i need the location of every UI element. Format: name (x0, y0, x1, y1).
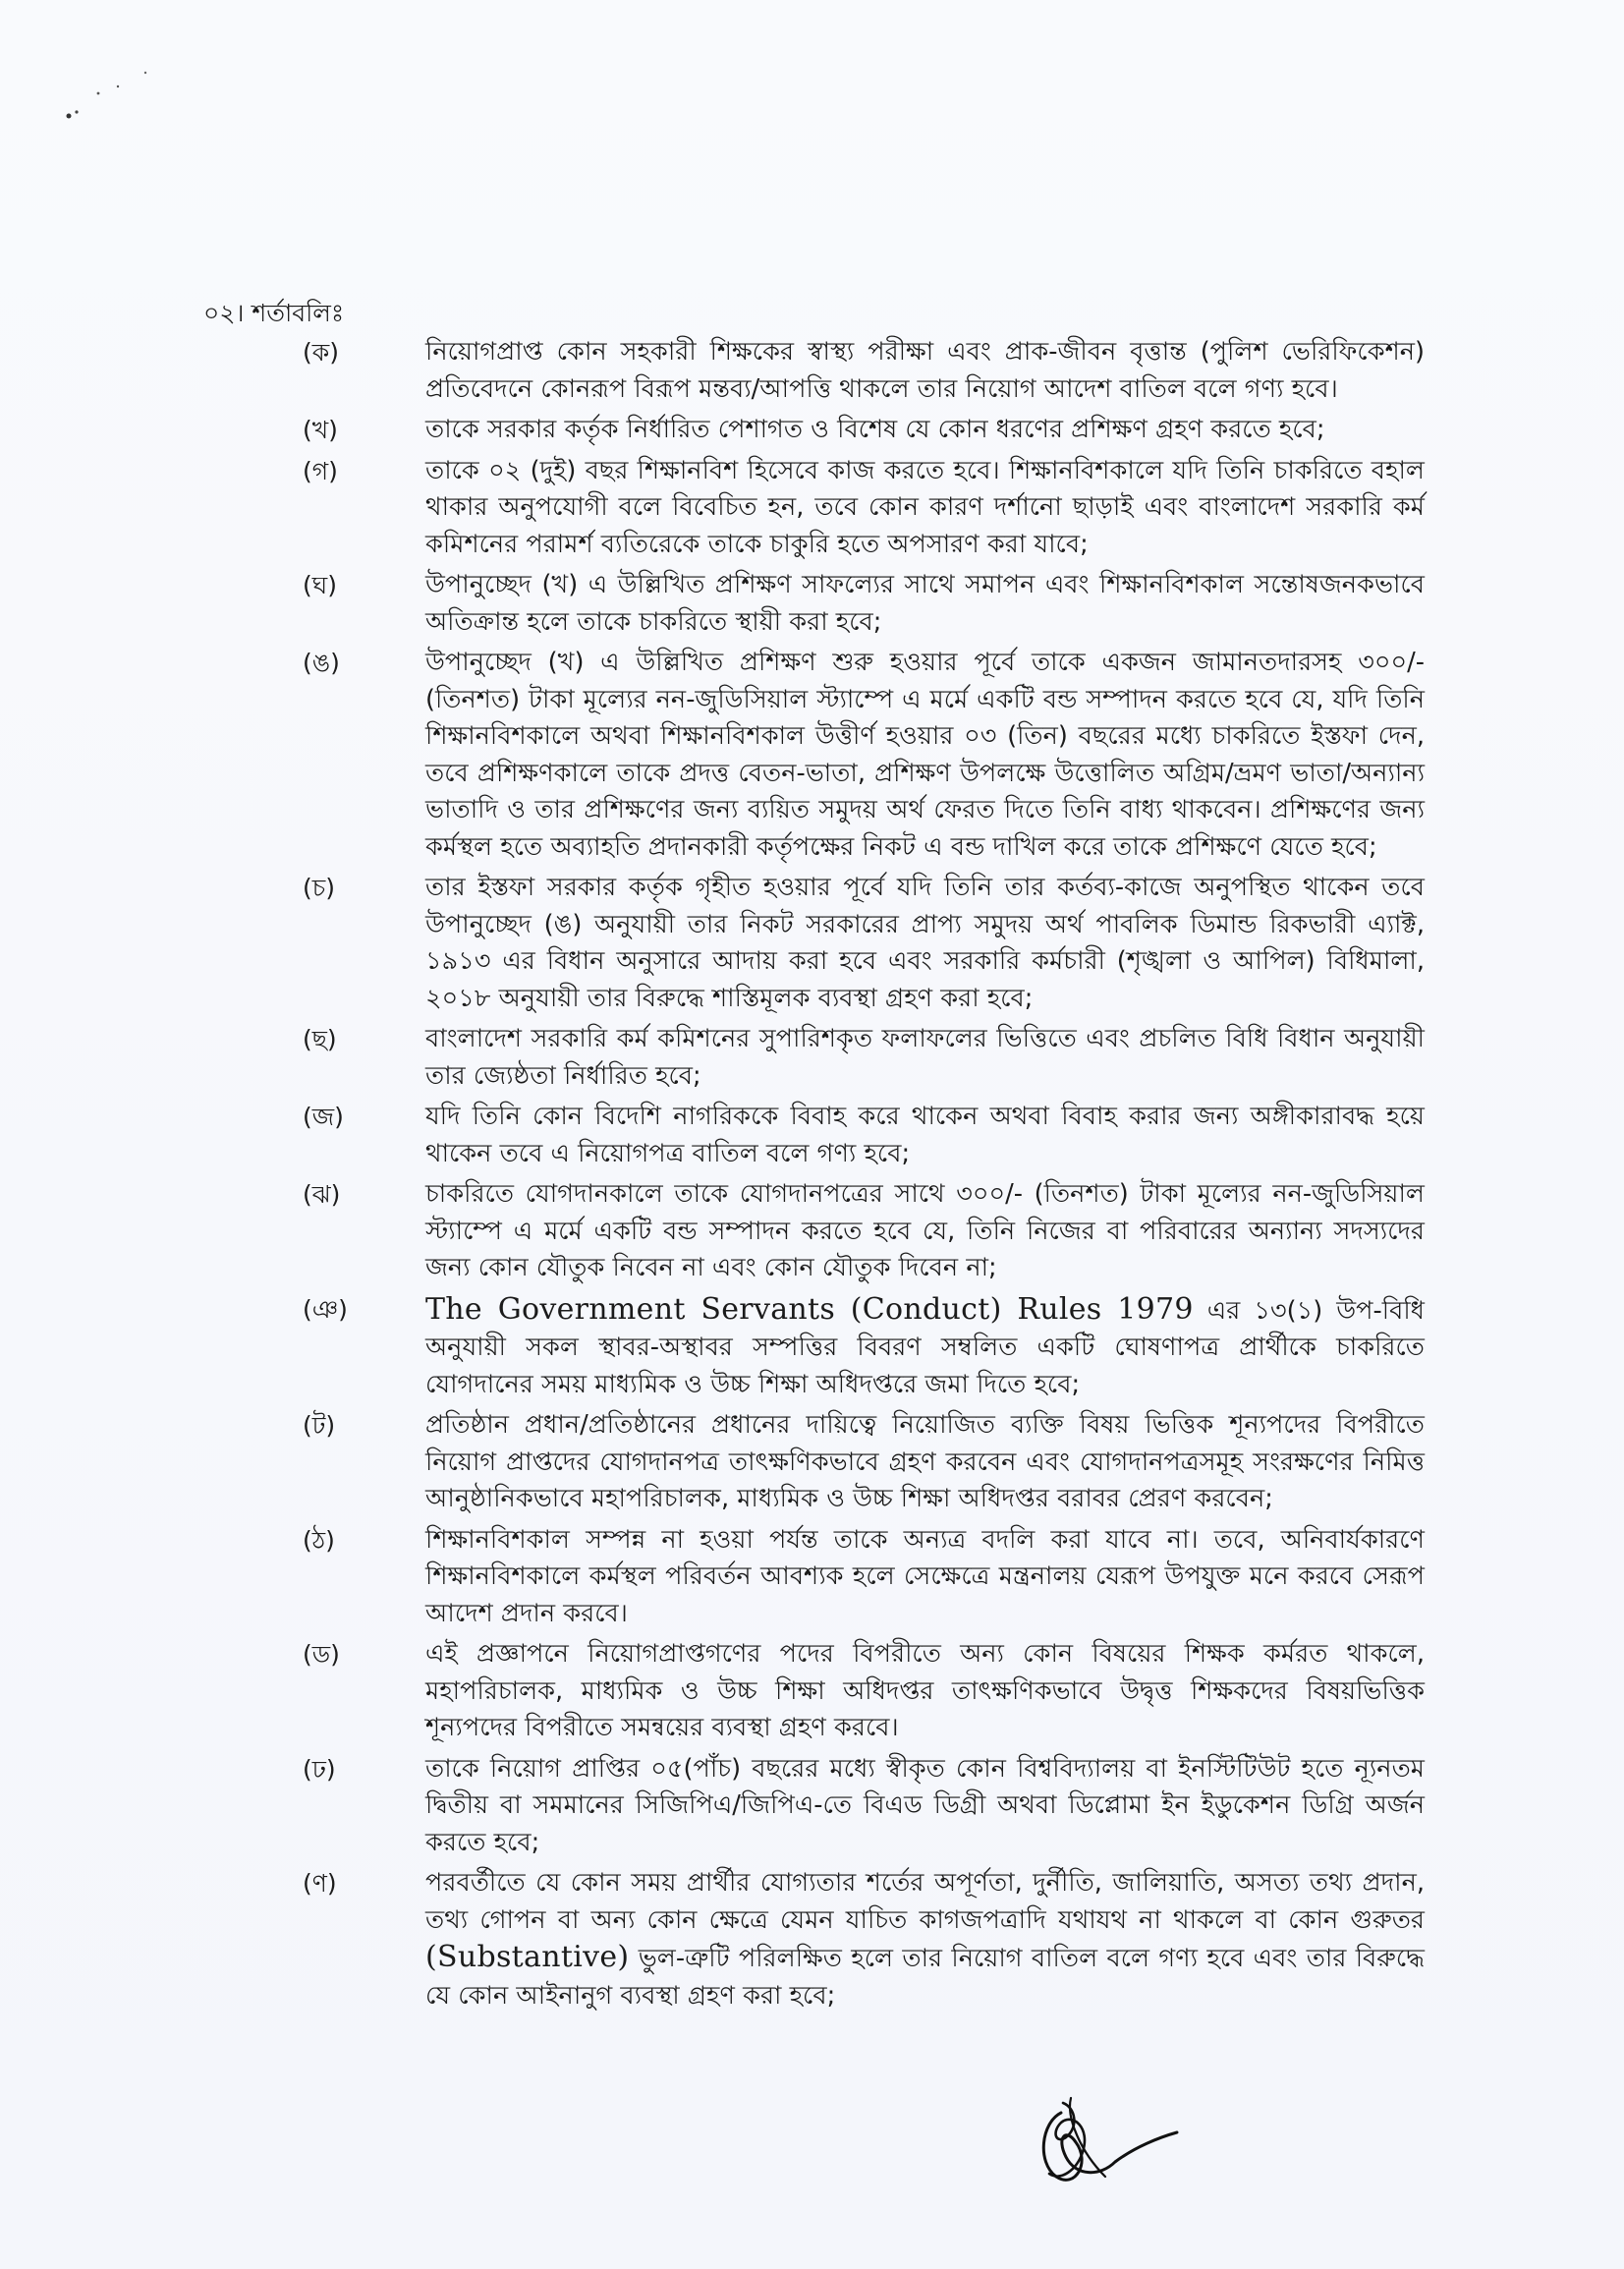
clause-tha (295, 1522, 1425, 1633)
clause-gha (295, 567, 1425, 641)
clause-da (295, 1636, 1425, 1747)
clause-label: (ক) (303, 338, 339, 367)
clause-text: শিক্ষানবিশকাল সম্পন্ন না হওয়া পর্যন্ত তাকে অন্যত্র বদলি করা যাবে না। তবে, অনিবার্যকারণে শিক্ষানবিশকালে কর্মস্থল পরিবর্তন আবশ্যক হলে সেক্ষেত্রে মন্ত্রনালয় যেরূপ উপযুক্ত মনে করবে সেরূপ আদেশ প্রদান করবে। (425, 1524, 1425, 1628)
clause-text-start: পরবর্তীতে যে কোন সময় প্রার্থীর যোগ্যতার শর্তের অপূর্ণতা, দুর্নীতি, জালিয়াতি, অসত্য তথ্য প্রদান, তথ্য গোপন বা অন্য কোন ক্ষেত্রে যেমন যাচিত কাগজপত্রাদি যথাযথ না থাকলে বা কোন গুরুতর (425, 1868, 1425, 1935)
clause-ka (295, 334, 1425, 408)
clause-text-rest: এর ১৩(১) উপ-বিধি অনুযায়ী সকল স্থাবর-অস্থাবর সম্পত্তির বিবরণ সম্বলিত একটি ঘোষণাপত্র প্রার্থীকে চাকরিতে যোগদানের সময় মাধ্যমিক ও উচ্চ শিক্ষা অধিদপ্তরে জমা দিতে হবে; (425, 1295, 1425, 1399)
clause-label: (ঞ) (303, 1294, 348, 1324)
clause-label: (চ) (303, 874, 335, 902)
clause-text: নিয়োগপ্রাপ্ত কোন সহকারী শিক্ষকের স্বাস্থ্য পরীক্ষা এবং প্রাক-জীবন বৃত্তান্ত (পুলিশ ভেরিফিকেশন) প্রতিবেদনে কোনরূপ বিরূপ মন্তব্য/আপত্তি থাকলে তার নিয়োগ আদেশ বাতিল বলে গণ্য হবে। (425, 337, 1425, 404)
clause-text: যদি তিনি কোন বিদেশি নাগরিককে বিবাহ করে থাকেন অথবা বিবাহ করার জন্য অঙ্গীকারাবদ্ধ হয়ে থাকেন তবে এ নিয়োগপত্র বাতিল বলে গণ্য হবে; (425, 1102, 1425, 1168)
clause-text: চাকরিতে যোগদানকালে তাকে যোগদানপত্রের সাথে ৩০০/- (তিনশত) টাকা মূল্যের নন-জুডিসিয়াল স্ট্যাম্পে এ মর্মে একটি বন্ড সম্পাদন করতে হবে যে, তিনি নিজের বা পরিবারের অন্যান্য সদস্যদের জন্য কোন যৌতুক নিবেন না এবং কোন যৌতুক দিবেন না; (425, 1179, 1425, 1282)
clause-kha (295, 412, 1425, 449)
clause-label: (ড) (303, 1640, 340, 1669)
clause-label: (জ) (303, 1103, 344, 1131)
clause-label: (ঙ) (303, 649, 340, 677)
clause-latin-title: The Government Servants (Conduct) Rules 1979 (425, 1291, 1194, 1327)
clause-text: তাকে সরকার কর্তৃক নির্ধারিত পেশাগত ও বিশেষ যে কোন ধরণের প্রশিক্ষণ গ্রহণ করতে হবে; (425, 415, 1325, 444)
section-heading: ০২। শর্তাবলিঃ (203, 299, 345, 327)
clause-text: উপানুচ্ছেদ (খ) এ উল্লিখিত প্রশিক্ষণ সাফল্যের সাথে সমাপন এবং শিক্ষানবিশকাল সন্তোষজনকভাবে অতিক্রান্ত হলে তাকে চাকরিতে স্থায়ী করা হবে; (425, 570, 1425, 637)
clause-text (425, 1865, 1425, 2014)
clause-dha (295, 1751, 1425, 1862)
clause-cha (295, 870, 1425, 1017)
clause-label: (ট) (303, 1411, 336, 1440)
clause-label: (খ) (303, 416, 338, 444)
clause-label: (ণ) (303, 1869, 337, 1898)
clause-text: তার ইস্তফা সরকার কর্তৃক গৃহীত হওয়ার পূর্বে যদি তিনি তার কর্তব্য-কাজে অনুপস্থিত থাকেন তবে উপানুচ্ছেদ (ঙ) অনুযায়ী তার নিকট সরকারের প্রাপ্য সমুদয় অর্থ পাবলিক ডিমান্ড রিকভারী এ্যাক্ট, ১৯১৩ এর বিধান অনুসারে আদায় করা হবে এবং সরকারি কর্মচারী (শৃঙ্খলা ও আপিল) বিধিমালা, ২০১৮ অনুযায়ী তার বিরুদ্ধে শাস্তিমূলক ব্যবস্থা গ্রহণ করা হবে; (425, 873, 1425, 1013)
clause-label: (ছ) (303, 1025, 337, 1053)
clause-latin-term: (Substantive) (425, 1940, 630, 1974)
clause-chha (295, 1021, 1425, 1095)
clause-text: এই প্রজ্ঞাপনে নিয়োগপ্রাপ্তগণের পদের বিপরীতে অন্য কোন বিষয়ের শিক্ষক কর্মরত থাকলে, মহাপরিচালক, মাধ্যমিক ও উচ্চ শিক্ষা অধিদপ্তর তাৎক্ষণিকভাবে উদ্বৃত্ত শিক্ষকদের বিষয়ভিত্তিক শূন্যপদের বিপরীতে সমন্বয়ের ব্যবস্থা গ্রহণ করবে। (425, 1639, 1425, 1742)
clause-uma (295, 645, 1425, 866)
clause-text: উপানুচ্ছেদ (খ) এ উল্লিখিত প্রশিক্ষণ শুরু হওয়ার পূর্বে তাকে একজন জামানতদারসহ ৩০০/- (তিনশত) টাকা মূল্যের নন-জুডিসিয়াল স্ট্যাম্পে এ মর্মে একটি বন্ড সম্পাদন করতে হবে যে, যদি তিনি শিক্ষানবিশকালে অথবা শিক্ষানবিশকাল উত্তীর্ণ হওয়ার ০৩ (তিন) বছরের মধ্যে চাকরিতে ইস্তফা দেন, তবে প্রশিক্ষণকালে তাকে প্রদত্ত বেতন-ভাতা, প্রশিক্ষণ উপলক্ষে উত্তোলিত অগ্রিম/ভ্রমণ ভাতা/অন্যান্য ভাতাদি ও তার প্রশিক্ষণের জন্য ব্যয়িত সমুদয় অর্থ ফেরত দিতে তিনি বাধ্য থাকবেন। প্রশিক্ষণের জন্য কর্মস্থল হতে অব্যাহতি প্রদানকারী কর্তৃপক্ষের নিকট এ বন্ড দাখিল করে তাকে প্রশিক্ষণে যেতে হবে; (425, 648, 1425, 862)
clause-text: বাংলাদেশ সরকারি কর্ম কমিশনের সুপারিশকৃত ফলাফলের ভিত্তিতে এবং প্রচলিত বিধি বিধান অনুযায়ী তার জ্যেষ্ঠতা নির্ধারিত হবে; (425, 1024, 1425, 1091)
clause-nya (295, 1291, 1425, 1404)
clause-text: তাকে ০২ (দুই) বছর শিক্ষানবিশ হিসেবে কাজ করতে হবে। শিক্ষানবিশকালে যদি তিনি চাকরিতে বহাল থাকার অনুপযোগী বলে বিবেচিত হন, তবে কোন কারণ দর্শানো ছাড়াই এবং বাংলাদেশ সরকারি কর্ম কমিশনের পরামর্শ ব্যতিরেকে তাকে চাকুরি হতে অপসারণ করা যাবে; (425, 455, 1425, 559)
handwritten-signature (1022, 2083, 1179, 2196)
clause-label: (ঠ) (303, 1525, 335, 1555)
clause-ja (295, 1099, 1425, 1172)
clause-label: (গ) (303, 456, 338, 485)
clause-jha (295, 1176, 1425, 1287)
clause-text: তাকে নিয়োগ প্রাপ্তির ০৫(পাঁচ) বছরের মধ্যে স্বীকৃত কোন বিশ্ববিদ্যালয় বা ইনস্টিটিউট হতে ন্যূনতম দ্বিতীয় বা সমমানের সিজিপিএ/জিপিএ-তে বিএড ডিগ্রী অথবা ডিপ্লোমা ইন ইডুকেশন ডিগ্রি অর্জন করতে হবে; (425, 1753, 1425, 1857)
clause-label: (ঝ) (303, 1180, 341, 1209)
scan-speck-marks (59, 69, 157, 147)
conditions-list (295, 334, 1425, 2018)
clause-na (295, 1865, 1425, 2014)
clause-ta (295, 1407, 1425, 1518)
clause-text-end: ভুল-ত্রুটি পরিলক্ষিত হলে তার নিয়োগ বাতিল বলে গণ্য হবে এবং তার বিরুদ্ধে যে কোন আইনানুগ ব্যবস্থা গ্রহণ করা হবে; (425, 1944, 1425, 2011)
clause-text (425, 1291, 1425, 1404)
clause-ga (295, 453, 1425, 564)
clause-label: (ঘ) (303, 571, 337, 599)
clause-text: প্রতিষ্ঠান প্রধান/প্রতিষ্ঠানের প্রধানের দায়িত্বে নিয়োজিত ব্যক্তি বিষয় ভিত্তিক শূন্যপদের বিপরীতে নিয়োগ প্রাপ্তদের যোগদানপত্র তাৎক্ষণিকভাবে গ্রহণ করবেন এবং যোগদানপত্রসমূহ সংরক্ষণের নিমিত্ত আনুষ্ঠানিকভাবে মহাপরিচালক, মাধ্যমিক ও উচ্চ শিক্ষা অধিদপ্তর বরাবর প্রেরণ করবেন; (425, 1410, 1425, 1513)
clause-label: (ঢ) (303, 1754, 336, 1784)
